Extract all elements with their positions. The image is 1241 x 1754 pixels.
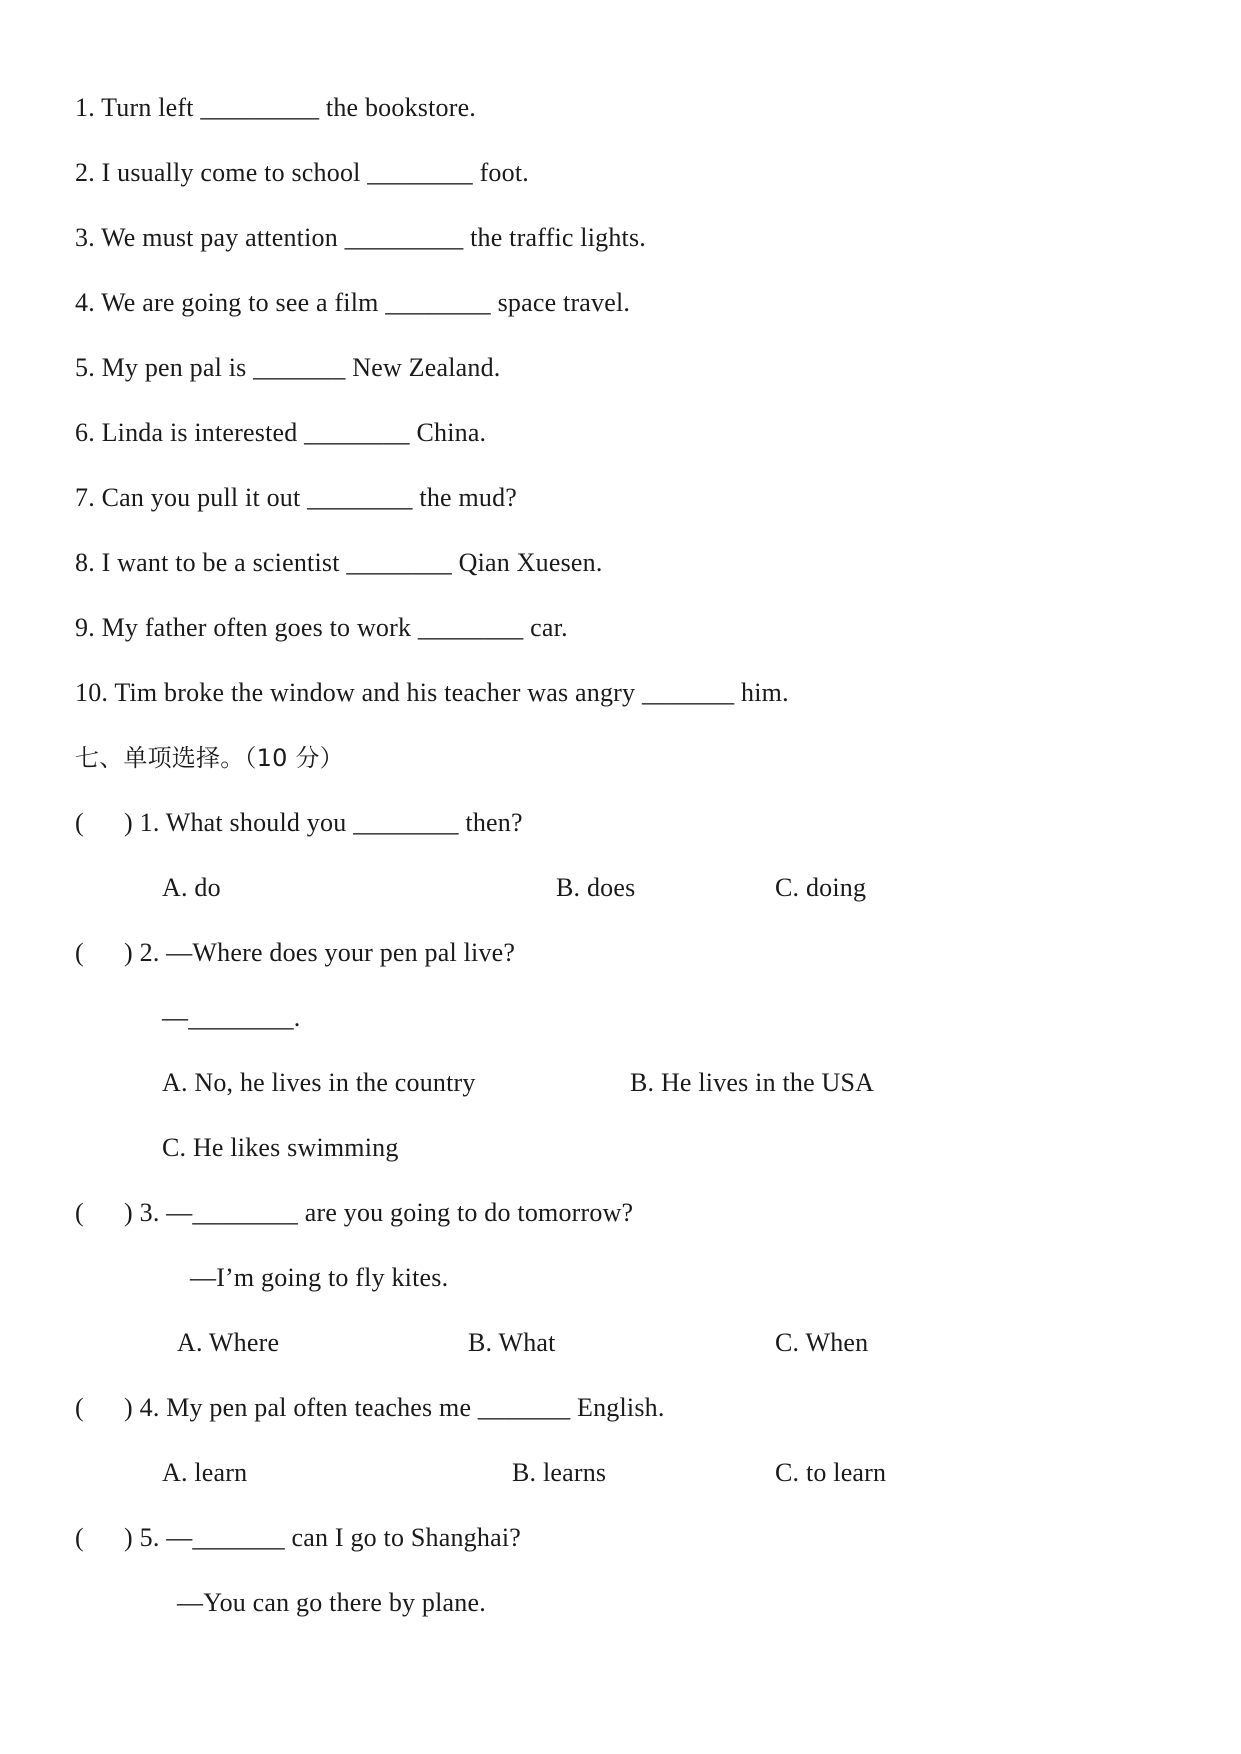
question-2-option-c: C. He likes swimming [162, 1133, 399, 1162]
fill-blank-item-5: 5. My pen pal is _______ New Zealand. [75, 353, 501, 382]
question-4-stem: ( ) 4. My pen pal often teaches me _______ English. [75, 1393, 665, 1422]
question-2-option-a: A. No, he lives in the country [162, 1068, 476, 1097]
question-1-option-c: C. doing [775, 873, 867, 902]
fill-blank-item-9: 9. My father often goes to work ________ car. [75, 613, 568, 642]
question-5-stem: ( ) 5. —_______ can I go to Shanghai? [75, 1523, 521, 1552]
question-2-stem: ( ) 2. —Where does your pen pal live? [75, 938, 516, 967]
question-3-option-a: A. Where [177, 1328, 280, 1357]
question-3-option-c: C. When [775, 1328, 869, 1357]
fill-blank-item-7: 7. Can you pull it out ________ the mud? [75, 483, 518, 512]
fill-blank-item-4: 4. We are going to see a film ________ space travel. [75, 288, 631, 317]
fill-blank-item-8: 8. I want to be a scientist ________ Qian Xuesen. [75, 548, 603, 577]
question-3-option-b: B. What [468, 1328, 556, 1357]
question-1-stem: ( ) 1. What should you ________ then? [75, 808, 523, 837]
fill-blank-item-10: 10. Tim broke the window and his teacher was angry _______ him. [75, 678, 789, 707]
question-2-answer-line: —________. [162, 1003, 301, 1032]
question-4-option-a: A. learn [162, 1458, 248, 1487]
question-2-option-b: B. He lives in the USA [630, 1068, 875, 1097]
section-title: 七、单项选择。（10 分） [75, 744, 344, 772]
fill-blank-item-6: 6. Linda is interested ________ China. [75, 418, 487, 447]
fill-blank-item-3: 3. We must pay attention _________ the traffic lights. [75, 223, 646, 252]
fill-blank-item-1: 1. Turn left _________ the bookstore. [75, 93, 477, 122]
question-3-stem: ( ) 3. —________ are you going to do tomorrow? [75, 1198, 634, 1227]
question-5-answer-line: —You can go there by plane. [177, 1588, 486, 1617]
fill-blank-item-2: 2. I usually come to school ________ foot. [75, 158, 529, 187]
question-4-option-b: B. learns [512, 1458, 607, 1487]
question-3-answer-line: —I’m going to fly kites. [190, 1263, 449, 1292]
question-4-option-c: C. to learn [775, 1458, 887, 1487]
question-1-option-a: A. do [162, 873, 221, 902]
question-1-option-b: B. does [556, 873, 636, 902]
